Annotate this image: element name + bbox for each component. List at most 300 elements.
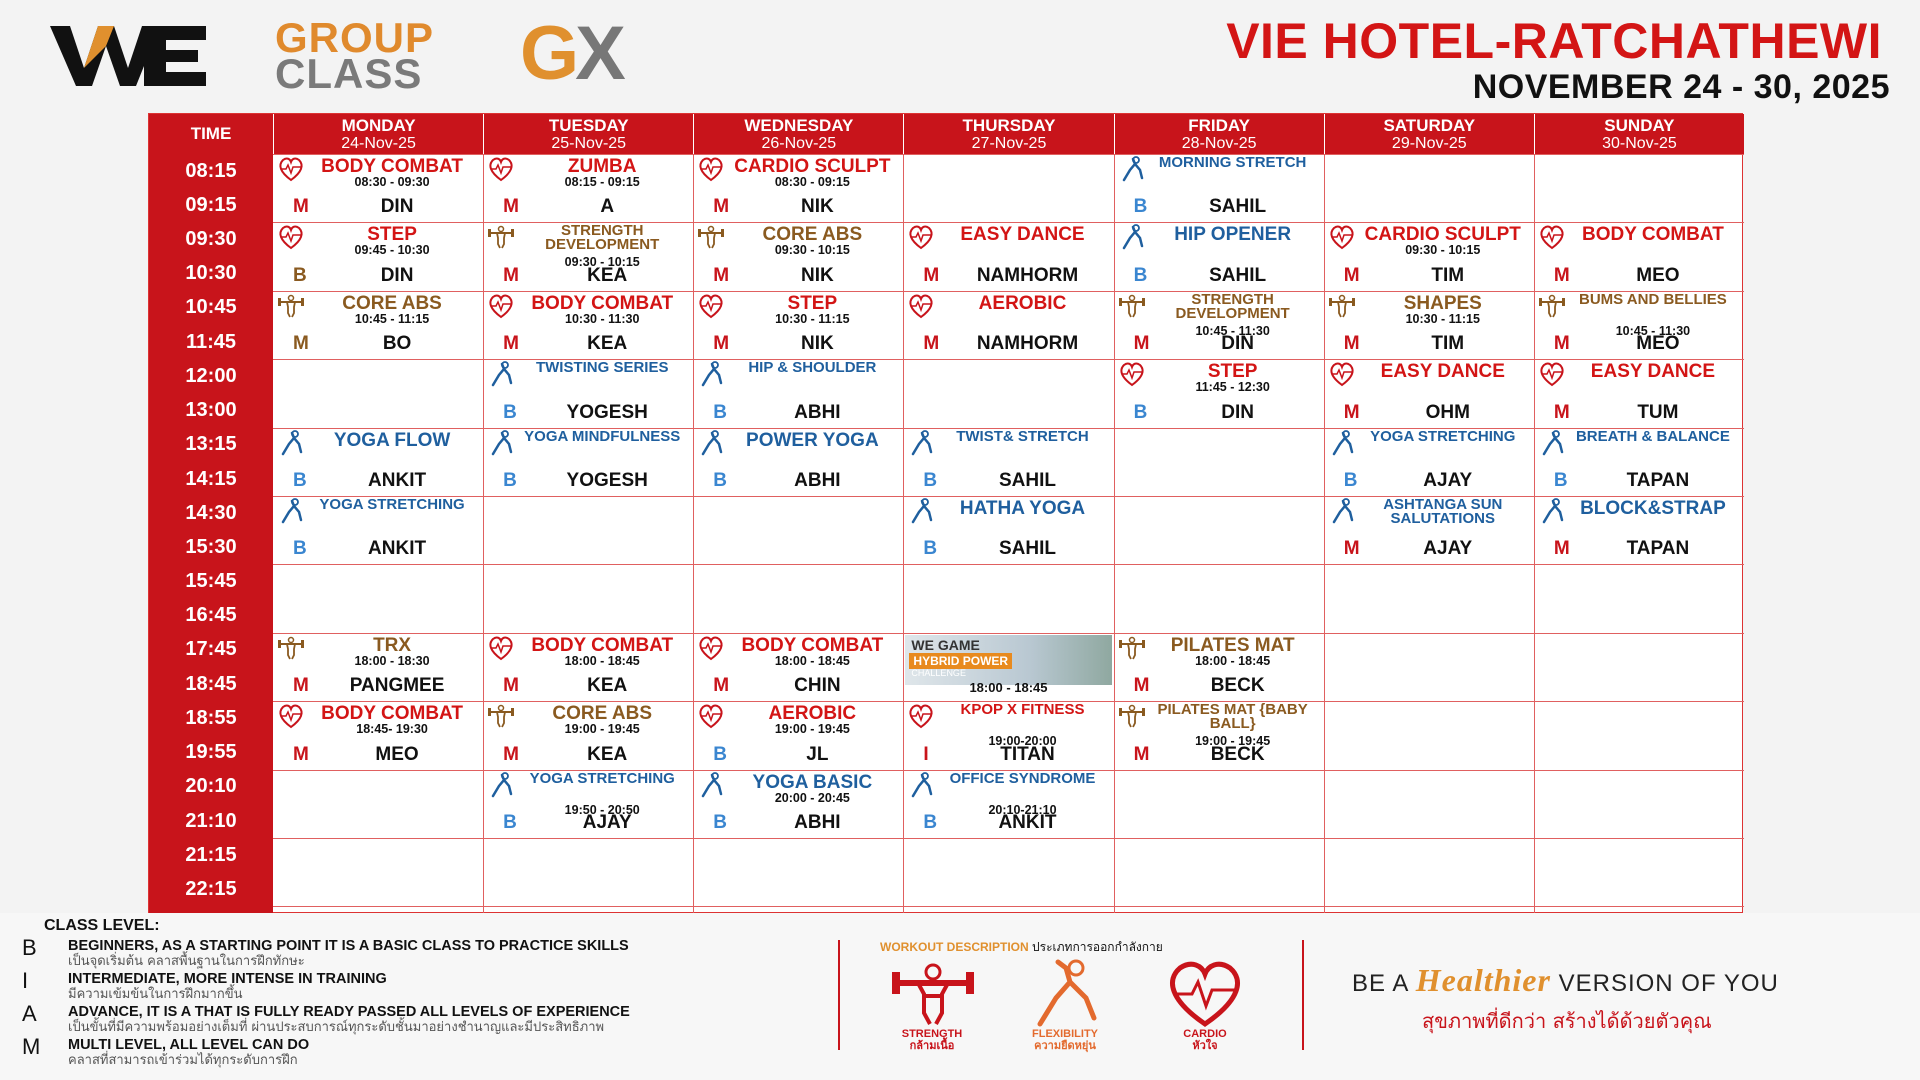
strength-icon [1118, 703, 1146, 729]
class-name: POWER YOGA [746, 429, 879, 451]
class-name: BODY COMBAT [321, 703, 463, 725]
time-label: 09:30 [185, 227, 237, 250]
class-cell [483, 222, 693, 290]
time-label: 14:15 [185, 467, 237, 490]
special-event-cell [903, 633, 1113, 701]
class-level: B [503, 469, 517, 491]
day-date: 24-Nov-25 [341, 135, 416, 152]
class-name: STEP [787, 292, 838, 314]
class-name: ASHTANGA SUN SALUTATIONS [1383, 496, 1503, 527]
slogan-thai: สุขภาพที่ดีกว่า สร้างได้ด้วยตัวคุณ [1422, 1009, 1712, 1033]
day-header-wednesday [693, 114, 903, 154]
class-cell [903, 222, 1113, 290]
class-cell [693, 428, 903, 496]
class-level: M [713, 196, 730, 218]
day-name: SUNDAY [1604, 116, 1675, 135]
strength-icon [1118, 635, 1146, 661]
class-cell [693, 154, 903, 222]
class-cell [1114, 633, 1324, 701]
day-header-tuesday [483, 114, 693, 154]
flexibility-icon [907, 430, 935, 456]
level-description: ADVANCE, IT IS A THAT IS FULLY READY PASSED ALL LEVELS OF EXPERIENCE [68, 1004, 630, 1020]
class-name: CORE ABS [552, 703, 652, 725]
divider [1302, 940, 1304, 1050]
class-instructor: KEA [587, 743, 628, 765]
class-name: HIP OPENER [1174, 224, 1292, 246]
class-level: B [1133, 401, 1148, 423]
class-level: M [503, 743, 519, 765]
class-level: B [923, 811, 938, 833]
class-name: STEP [367, 224, 417, 246]
cardio-icon [697, 635, 725, 661]
class-cell [483, 291, 693, 359]
class-instructor: MEO [1636, 264, 1680, 286]
class-time: 19:00-20:00 [988, 734, 1057, 749]
day-header-friday [1114, 114, 1324, 154]
class-time: 10:30 - 11:30 [565, 311, 640, 326]
class-instructor: TIM [1431, 264, 1465, 286]
time-label: 16:45 [185, 604, 237, 627]
class-level: B [1553, 469, 1568, 491]
day-date: 29-Nov-25 [1391, 135, 1467, 152]
logo-class-text: CLASS [275, 50, 423, 97]
level-description: INTERMEDIATE, MORE INTENSE IN TRAINING [68, 971, 387, 987]
class-name: CARDIO SCULPT [1364, 224, 1521, 246]
class-level: M [293, 196, 309, 218]
class-time: 09:30 - 10:15 [1405, 243, 1481, 258]
class-instructor: NIK [800, 333, 834, 355]
class-name: BREATH & BALANCE [1575, 427, 1730, 445]
day-date: 27-Nov-25 [971, 135, 1047, 152]
class-name: EASY DANCE [960, 224, 1085, 246]
class-instructor: NAMHORM [976, 333, 1079, 355]
class-instructor: NIK [800, 264, 834, 286]
class-cell [483, 428, 693, 496]
time-label: 10:45 [185, 296, 237, 319]
class-cell [273, 633, 483, 701]
event-time: 18:00 - 18:45 [969, 680, 1048, 696]
strength-icon [487, 703, 515, 729]
day-header-monday [273, 114, 483, 154]
class-name: TRX [373, 634, 412, 656]
class-cell [903, 770, 1113, 838]
cardio-icon [907, 224, 935, 250]
class-cell [483, 359, 693, 427]
flexibility-icon [277, 498, 305, 524]
class-instructor: SAHIL [1209, 196, 1267, 218]
class-level: M [1343, 538, 1360, 560]
class-name: HIP & SHOULDER [748, 359, 877, 377]
class-instructor: TUM [1637, 401, 1679, 423]
class-level: M [1343, 264, 1360, 286]
day-name: TUESDAY [548, 116, 629, 135]
cardio-icon [697, 293, 725, 319]
class-name: YOGA STRETCHING [319, 496, 465, 513]
strength-icon [697, 224, 725, 250]
cardio-icon [277, 703, 305, 729]
cardio-icon [1160, 958, 1250, 1028]
flexibility-icon [1328, 498, 1356, 524]
workout-title-th: ประเภทการออกกำลังกาย [1032, 940, 1163, 954]
class-cell [1534, 222, 1744, 290]
cardio-icon [277, 156, 305, 182]
class-instructor: DIN [1221, 401, 1254, 423]
class-time: 08:30 - 09:15 [774, 175, 850, 189]
class-instructor: ANKIT [368, 538, 427, 560]
class-level: M [713, 333, 730, 355]
class-time: 10:30 - 11:15 [1405, 311, 1480, 326]
class-instructor: JL [806, 743, 829, 765]
class-cell [483, 154, 693, 222]
class-name: BODY COMBAT [531, 292, 674, 314]
class-name: KPOP X FITNESS [960, 701, 1085, 719]
class-time: 09:30 - 10:15 [564, 255, 640, 270]
time-label: 17:45 [185, 638, 237, 661]
class-level: M [503, 675, 519, 697]
header [0, 0, 1920, 110]
class-level: M [293, 675, 309, 697]
class-level: B [1343, 469, 1358, 491]
time-label: 21:15 [185, 843, 237, 866]
slogan-pre: BE A [1352, 970, 1409, 997]
day-name: WEDNESDAY [744, 116, 854, 135]
level-description-thai: เป็นจุดเริ่มต้น คลาสพื้นฐานในการฝึกทักษะ [68, 954, 305, 969]
class-level: B [713, 743, 728, 765]
flexibility-icon [697, 361, 725, 387]
flexibility-label: FLEXIBILITY ความยืดหยุ่น [1032, 1028, 1098, 1052]
class-name: BUMS AND BELLIES [1579, 290, 1727, 308]
class-level: M [503, 196, 519, 218]
class-name: OFFICE SYNDROME [949, 769, 1096, 787]
class-level: M [923, 333, 940, 355]
day-header-saturday [1324, 114, 1534, 154]
event-subtitle: CHALLENGE [911, 667, 966, 678]
cardio-icon [487, 156, 515, 182]
row-divider [273, 564, 1744, 565]
time-label: 15:45 [185, 569, 237, 592]
class-instructor: YOGESH [566, 401, 648, 423]
class-time: 10:45 - 11:15 [354, 311, 430, 326]
class-name: STRENGTH DEVELOPMENT [1175, 290, 1290, 322]
class-time: 08:30 - 09:30 [354, 175, 430, 189]
day-header-sunday [1534, 114, 1744, 154]
cardio-icon [1328, 224, 1356, 250]
time-label: 18:55 [185, 706, 237, 729]
row-divider [273, 906, 1744, 907]
row-divider [273, 838, 1744, 839]
time-label: 22:15 [185, 877, 237, 900]
flexibility-icon [1538, 430, 1566, 456]
class-time: 19:50 - 20:50 [564, 802, 640, 817]
class-time: 18:00 - 18:45 [1195, 653, 1271, 668]
class-cell [693, 770, 903, 838]
class-level: M [503, 333, 519, 355]
class-cell [273, 154, 483, 222]
class-name: HATHA YOGA [959, 498, 1086, 519]
time-label: 15:30 [185, 535, 237, 558]
class-cell [1534, 291, 1744, 359]
we-logo [48, 18, 208, 90]
day-name: MONDAY [341, 116, 416, 135]
class-level: B [1133, 264, 1148, 286]
flexibility-icon [1020, 958, 1110, 1028]
cardio-icon [697, 156, 725, 182]
class-time: 09:45 - 10:30 [354, 243, 430, 258]
level-description-thai: คลาสที่สามารถเข้าร่วมได้ทุกระดับการฝึก [68, 1053, 298, 1068]
class-time: 20:10-21:10 [988, 802, 1057, 817]
strength-icon [277, 293, 305, 319]
class-instructor: AJAY [1423, 469, 1473, 491]
class-instructor: SAHIL [998, 469, 1056, 491]
class-name: BODY COMBAT [321, 156, 463, 177]
cardio-icon [907, 703, 935, 729]
cardio-icon [697, 703, 725, 729]
workout-description-title [880, 938, 1163, 957]
class-cell [1534, 359, 1744, 427]
event-brand: WE GAME [911, 636, 980, 653]
class-instructor: CHIN [794, 675, 841, 697]
class-name: EASY DANCE [1590, 361, 1716, 383]
time-label: 12:00 [185, 364, 237, 387]
day-name: THURSDAY [962, 116, 1056, 135]
time-label: 09:15 [185, 193, 237, 216]
class-time: 08:15 - 09:15 [564, 175, 640, 189]
class-cell [693, 633, 903, 701]
class-cell [483, 633, 693, 701]
class-instructor: MEO [375, 743, 419, 765]
class-instructor: ABHI [794, 811, 841, 833]
class-cell [1324, 428, 1534, 496]
class-instructor: TAPAN [1626, 538, 1690, 560]
time-label: 13:00 [185, 399, 237, 422]
flexibility-icon [1118, 156, 1146, 182]
class-cell [693, 291, 903, 359]
class-name: STEP [1207, 361, 1258, 383]
class-name: AEROBIC [768, 703, 857, 725]
time-label: 18:45 [185, 672, 237, 695]
flexibility-icon [1328, 430, 1356, 456]
level-letter: A [22, 1001, 37, 1026]
strength-icon [888, 958, 978, 1028]
flexibility-icon [697, 772, 725, 798]
time-label: 14:30 [185, 501, 237, 524]
class-level: B [923, 538, 938, 560]
class-cell [1534, 496, 1744, 564]
class-level: M [713, 675, 730, 697]
class-name: ZUMBA [567, 156, 637, 177]
time-label: 13:15 [185, 433, 237, 456]
class-instructor: PANGMEE [349, 675, 445, 697]
class-cell [1324, 359, 1534, 427]
class-cell [903, 291, 1113, 359]
class-cell [903, 496, 1113, 564]
time-label: 10:30 [185, 262, 237, 285]
event-banner-image [905, 635, 1111, 685]
flexibility-icon [907, 772, 935, 798]
class-instructor: NAMHORM [976, 264, 1079, 286]
class-instructor: TIM [1431, 333, 1465, 355]
class-instructor: KEA [587, 675, 628, 697]
day-date: 25-Nov-25 [551, 135, 627, 152]
class-time: 19:00 - 19:45 [1195, 734, 1271, 749]
class-time: 19:00 - 19:45 [564, 722, 640, 737]
class-level: B [503, 401, 517, 423]
class-time: 18:45- 19:30 [356, 722, 428, 737]
class-cell [693, 222, 903, 290]
class-instructor: DIN [380, 264, 414, 286]
class-level: M [923, 264, 940, 286]
class-level: B [503, 811, 517, 833]
class-level: M [293, 743, 309, 765]
class-instructor: A [600, 196, 615, 218]
class-instructor: DIN [380, 196, 414, 218]
class-cell [1114, 291, 1324, 359]
strength-icon [487, 224, 515, 250]
time-column [149, 114, 273, 914]
class-level: B [713, 811, 728, 833]
class-name: MORNING STRETCH [1158, 154, 1307, 171]
flexibility-icon [487, 430, 515, 456]
class-cell [903, 428, 1113, 496]
class-time: 09:30 - 10:15 [774, 243, 850, 258]
cardio-icon [1538, 361, 1566, 387]
level-letter: M [22, 1034, 41, 1059]
strength-icon [1538, 293, 1566, 319]
flexibility-icon [907, 498, 935, 524]
class-cell [1114, 701, 1324, 769]
class-name: TWISTING SERIES [535, 359, 669, 377]
class-cell [1534, 428, 1744, 496]
class-level: M [1343, 333, 1360, 355]
class-cell [1114, 222, 1324, 290]
class-cell [1324, 222, 1534, 290]
class-name: PILATES MAT {BABY BALL} [1157, 701, 1308, 733]
class-name: CORE ABS [762, 224, 863, 246]
day-name: FRIDAY [1188, 116, 1250, 135]
class-instructor: DIN [1221, 333, 1254, 355]
class-instructor: ANKIT [998, 811, 1057, 833]
class-instructor: AJAY [582, 811, 632, 833]
class-cell [903, 701, 1113, 769]
slogan-post: VERSION OF YOU [1558, 970, 1779, 997]
class-name: CARDIO SCULPT [734, 156, 891, 177]
strength-icon [277, 635, 305, 661]
class-time: 10:45 - 11:30 [1195, 323, 1270, 338]
day-date: 26-Nov-25 [761, 135, 837, 152]
class-level: B [1133, 196, 1148, 218]
class-instructor: SAHIL [1209, 264, 1267, 286]
strength-icon [1118, 293, 1146, 319]
class-level: B [293, 264, 307, 286]
flexibility-icon [697, 430, 725, 456]
class-instructor: KEA [587, 333, 628, 355]
class-name: BODY COMBAT [1582, 224, 1724, 246]
class-instructor: MEO [1636, 333, 1680, 355]
level-description: MULTI LEVEL, ALL LEVEL CAN DO [68, 1037, 310, 1053]
class-instructor: SAHIL [998, 538, 1056, 560]
class-level: B [923, 469, 938, 491]
class-cell [1324, 291, 1534, 359]
class-level: B [713, 401, 728, 423]
class-instructor: YOGESH [566, 469, 648, 491]
class-time: 11:45 - 12:30 [1195, 380, 1270, 395]
flexibility-icon [277, 430, 305, 456]
slogan [1352, 962, 1779, 999]
logo-g: G [520, 11, 576, 96]
class-name: CORE ABS [342, 292, 442, 314]
class-level: B [713, 469, 728, 491]
class-instructor: BO [382, 333, 412, 355]
workout-title-en: WORKOUT DESCRIPTION [880, 940, 1029, 954]
day-name: SATURDAY [1383, 116, 1476, 135]
level-description-thai: เป็นขั้นที่มีความพร้อมอย่างเต็มที่ ผ่านประสบการณ์ทุกระดับชั้นมาอย่างชำนาญและมีประสิทธิภาพ [68, 1020, 605, 1035]
divider [838, 940, 840, 1050]
class-cell [693, 701, 903, 769]
class-cell [1324, 496, 1534, 564]
class-time: 19:00 - 19:45 [774, 722, 850, 737]
slogan-highlight: Healthier [1415, 962, 1551, 998]
class-level: M [713, 264, 730, 286]
class-level: M [293, 333, 309, 355]
class-instructor: OHM [1425, 401, 1470, 423]
day-date: 28-Nov-25 [1181, 135, 1257, 152]
time-label: 21:10 [185, 809, 237, 832]
class-level: M [1343, 401, 1360, 423]
day-header-thursday [903, 114, 1113, 154]
strength-label: STRENGTH กล้ามเนื้อ [901, 1028, 963, 1052]
class-level: B [293, 538, 307, 560]
class-cell [273, 701, 483, 769]
class-name: AEROBIC [978, 292, 1067, 314]
flexibility-icon [487, 361, 515, 387]
class-name: YOGA BASIC [752, 771, 873, 793]
flexibility-icon [487, 772, 515, 798]
class-cell [273, 428, 483, 496]
level-description: BEGINNERS, AS A STARTING POINT IT IS A BASIC CLASS TO PRACTICE SKILLS [68, 938, 629, 954]
class-time: 20:00 - 20:45 [774, 790, 850, 805]
class-name: PILATES MAT [1170, 634, 1295, 656]
logo-x: X [575, 11, 622, 96]
time-label: 20:10 [185, 775, 237, 798]
class-time: 18:00 - 18:45 [564, 653, 640, 668]
time-label: 08:15 [185, 159, 237, 182]
class-name: BODY COMBAT [741, 634, 884, 656]
group-class-logo [275, 14, 435, 97]
cardio-icon [277, 224, 305, 250]
class-level: M [1553, 538, 1570, 560]
class-cell [693, 359, 903, 427]
class-level: M [1133, 333, 1150, 355]
hotel-title: VIE HOTEL-RATCHATHEWI [1226, 13, 1882, 69]
class-time: 10:45 - 11:30 [1615, 323, 1691, 338]
class-instructor: ANKIT [368, 469, 427, 491]
level-letter: B [22, 935, 37, 960]
class-instructor: BECK [1210, 675, 1265, 697]
strength-icon [1328, 293, 1356, 319]
event-title: HYBRID POWER [909, 653, 1012, 669]
time-header: TIME [190, 124, 232, 143]
day-date: 30-Nov-25 [1602, 135, 1677, 152]
class-name: YOGA STRETCHING [529, 769, 675, 787]
time-label: 19:55 [185, 741, 237, 764]
class-name: YOGA STRETCHING [1370, 427, 1516, 445]
class-name: SHAPES [1403, 292, 1482, 314]
cardio-icon [1118, 361, 1146, 387]
class-name: BODY COMBAT [531, 634, 674, 656]
level-letter: I [22, 968, 29, 993]
class-level: M [1553, 264, 1570, 286]
class-cell [1114, 154, 1324, 222]
